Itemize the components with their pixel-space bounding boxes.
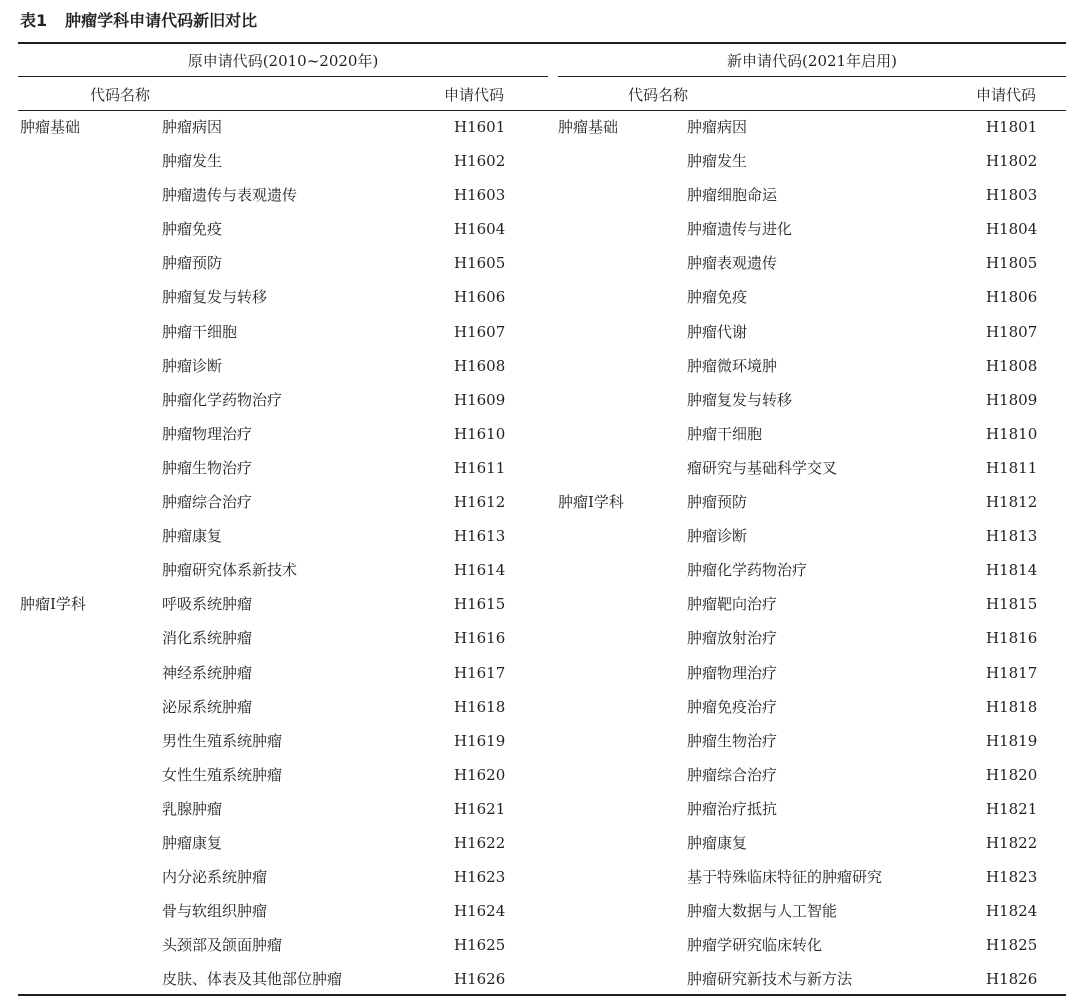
table-number: 表1 (20, 11, 48, 30)
old-name-cell: 泌尿系统肿瘤 (162, 697, 253, 716)
new-name-cell: 肿瘤免疫 (687, 288, 748, 307)
new-name-cell: 肿瘤诊断 (687, 527, 748, 546)
old-name-cell: 肿瘤复发与转移 (162, 288, 268, 307)
old-code-cell: H1612 (454, 493, 506, 512)
old-name-cell: 肿瘤生物治疗 (162, 458, 253, 477)
old-code-cell: H1607 (454, 322, 506, 341)
new-code-cell: H1812 (986, 493, 1038, 512)
new-code-cell: H1816 (986, 629, 1038, 648)
new-name-cell: 肿瘤干细胞 (687, 424, 763, 443)
bottom-rule (18, 994, 1066, 996)
new-codes-group-header: 新申请代码(2021年启用) (727, 52, 897, 70)
old-code-cell: H1623 (454, 868, 506, 887)
new-name-cell: 肿瘤学研究临床转化 (687, 936, 823, 955)
table-caption (20, 8, 257, 34)
table-row (0, 485, 1080, 519)
old-code-cell: H1604 (454, 220, 506, 239)
new-name-cell: 肿瘤大数据与人工智能 (687, 902, 838, 921)
new-name-cell: 肿瘤生物治疗 (687, 731, 778, 750)
old-name-cell: 内分泌系统肿瘤 (162, 868, 268, 887)
table-row (0, 553, 1080, 587)
new-name-cell: 肿瘤表观遗传 (687, 254, 778, 273)
old-name-cell: 肿瘤预防 (162, 254, 223, 273)
new-name-cell: 肿瘤预防 (687, 493, 748, 512)
table-row (0, 280, 1080, 314)
new-category-cell: 肿瘤Ⅰ学科 (558, 493, 624, 512)
old-code-cell: H1625 (454, 936, 506, 955)
old-code-cell: H1620 (454, 765, 506, 784)
old-name-cell: 肿瘤化学药物治疗 (162, 390, 283, 409)
new-code-cell: H1823 (986, 868, 1038, 887)
old-name-cell: 皮肤、体表及其他部位肿瘤 (162, 970, 343, 989)
old-code-cell: H1602 (454, 152, 506, 171)
old-name-cell: 肿瘤免疫 (162, 220, 223, 239)
old-name-cell: 肿瘤研究体系新技术 (162, 561, 298, 580)
new-code-cell: H1820 (986, 765, 1038, 784)
new-code-cell: H1802 (986, 152, 1038, 171)
new-name-cell: 肿瘤物理治疗 (687, 663, 778, 682)
table-row (0, 724, 1080, 758)
table-row (0, 212, 1080, 246)
old-code-cell: H1608 (454, 356, 506, 375)
new-code-cell: H1822 (986, 833, 1038, 852)
new-code-cell: H1803 (986, 186, 1038, 205)
old-code-cell: H1609 (454, 390, 506, 409)
new-code-cell: H1815 (986, 595, 1038, 614)
old-name-cell: 消化系统肿瘤 (162, 629, 253, 648)
old-name-cell: 呼吸系统肿瘤 (162, 595, 253, 614)
new-group-underline (558, 76, 1066, 77)
new-code-cell: H1818 (986, 697, 1038, 716)
old-code-cell: H1613 (454, 527, 506, 546)
old-code-cell: H1617 (454, 663, 506, 682)
new-code-cell: H1826 (986, 970, 1038, 989)
old-name-cell: 头颈部及颌面肿瘤 (162, 936, 283, 955)
old-codes-group-header: 原申请代码(2010~2020年) (187, 52, 379, 70)
new-code-cell: H1817 (986, 663, 1038, 682)
new-name-cell: 肿瘤治疗抵抗 (687, 799, 778, 818)
old-code-cell: H1606 (454, 288, 506, 307)
old-category-cell: 肿瘤基础 (20, 118, 81, 136)
old-name-cell: 肿瘤发生 (162, 152, 223, 171)
table-row (0, 758, 1080, 792)
table-row (0, 656, 1080, 690)
old-name-cell: 肿瘤综合治疗 (162, 493, 253, 512)
table-row (0, 894, 1080, 928)
old-name-column-header: 代码名称 (90, 86, 151, 104)
old-code-cell: H1611 (454, 458, 506, 477)
new-code-cell: H1825 (986, 936, 1038, 955)
new-name-cell: 肿瘤代谢 (687, 322, 748, 341)
new-code-column-header: 申请代码 (976, 86, 1037, 104)
new-code-cell: H1808 (986, 356, 1038, 375)
new-name-cell: 肿瘤化学药物治疗 (687, 561, 808, 580)
old-name-cell: 男性生殖系统肿瘤 (162, 731, 283, 750)
top-rule (18, 42, 1066, 44)
new-name-cell: 肿瘤微环境肿 (687, 356, 778, 375)
old-name-cell: 肿瘤干细胞 (162, 322, 238, 341)
new-name-cell: 肿瘤遗传与进化 (687, 220, 793, 239)
table-title: 肿瘤学科申请代码新旧对比 (65, 11, 258, 30)
new-code-cell: H1819 (986, 731, 1038, 750)
table-row (0, 315, 1080, 349)
new-code-cell: H1804 (986, 220, 1038, 239)
old-code-cell: H1619 (454, 731, 506, 750)
old-code-cell: H1622 (454, 833, 506, 852)
old-name-cell: 肿瘤病因 (162, 118, 223, 136)
table-row (0, 110, 1080, 144)
old-code-column-header: 申请代码 (444, 86, 505, 104)
old-code-cell: H1601 (454, 118, 506, 136)
new-name-column-header: 代码名称 (628, 86, 689, 104)
old-code-cell: H1616 (454, 629, 506, 648)
new-code-cell: H1821 (986, 799, 1038, 818)
table-row (0, 962, 1080, 996)
old-name-cell: 女性生殖系统肿瘤 (162, 765, 283, 784)
old-code-cell: H1610 (454, 424, 506, 443)
table-row (0, 519, 1080, 553)
new-code-cell: H1809 (986, 390, 1038, 409)
new-name-cell: 肿瘤发生 (687, 152, 748, 171)
new-code-cell: H1813 (986, 527, 1038, 546)
new-name-cell: 肿瘤研究新技术与新方法 (687, 970, 853, 989)
old-code-cell: H1621 (454, 799, 506, 818)
new-name-cell: 肿瘤综合治疗 (687, 765, 778, 784)
old-name-cell: 肿瘤康复 (162, 833, 223, 852)
new-name-cell: 肿瘤康复 (687, 833, 748, 852)
old-name-cell: 肿瘤遗传与表观遗传 (162, 186, 298, 205)
old-name-cell: 神经系统肿瘤 (162, 663, 253, 682)
table-row (0, 587, 1080, 621)
table-row (0, 178, 1080, 212)
new-name-cell: 肿瘤细胞命运 (687, 186, 778, 205)
new-category-cell: 肿瘤基础 (558, 118, 619, 136)
old-code-cell: H1624 (454, 902, 506, 921)
table-row (0, 144, 1080, 178)
new-code-cell: H1810 (986, 424, 1038, 443)
new-name-cell: 基于特殊临床特征的肿瘤研究 (687, 868, 883, 887)
table-row (0, 826, 1080, 860)
table-row (0, 451, 1080, 485)
table-row (0, 928, 1080, 962)
old-code-cell: H1626 (454, 970, 506, 989)
new-code-cell: H1805 (986, 254, 1038, 273)
old-name-cell: 骨与软组织肿瘤 (162, 902, 268, 921)
new-name-cell: 肿瘤靶向治疗 (687, 595, 778, 614)
table-body (0, 110, 1080, 996)
table-row (0, 792, 1080, 826)
new-code-cell: H1806 (986, 288, 1038, 307)
new-name-cell: 肿瘤复发与转移 (687, 390, 793, 409)
old-code-cell: H1614 (454, 561, 506, 580)
table-row (0, 690, 1080, 724)
old-code-cell: H1615 (454, 595, 506, 614)
table-row (0, 383, 1080, 417)
old-category-cell: 肿瘤Ⅰ学科 (20, 595, 86, 614)
new-code-cell: H1814 (986, 561, 1038, 580)
table-row (0, 621, 1080, 655)
old-name-cell: 肿瘤康复 (162, 527, 223, 546)
new-code-cell: H1811 (986, 458, 1038, 477)
old-name-cell: 肿瘤诊断 (162, 356, 223, 375)
new-name-cell: 肿瘤免疫治疗 (687, 697, 778, 716)
new-code-cell: H1807 (986, 322, 1038, 341)
new-name-cell: 肿瘤放射治疗 (687, 629, 778, 648)
table-row (0, 349, 1080, 383)
table-row (0, 860, 1080, 894)
new-name-cell: 肿瘤病因 (687, 118, 748, 136)
old-code-cell: H1603 (454, 186, 506, 205)
old-code-cell: H1618 (454, 697, 506, 716)
new-code-cell: H1801 (986, 118, 1038, 136)
table-row (0, 417, 1080, 451)
table-row (0, 246, 1080, 280)
new-code-cell: H1824 (986, 902, 1038, 921)
old-code-cell: H1605 (454, 254, 506, 273)
old-name-cell: 肿瘤物理治疗 (162, 424, 253, 443)
new-name-cell: 瘤研究与基础科学交叉 (687, 458, 838, 477)
old-name-cell: 乳腺肿瘤 (162, 799, 223, 818)
old-group-underline (18, 76, 548, 77)
